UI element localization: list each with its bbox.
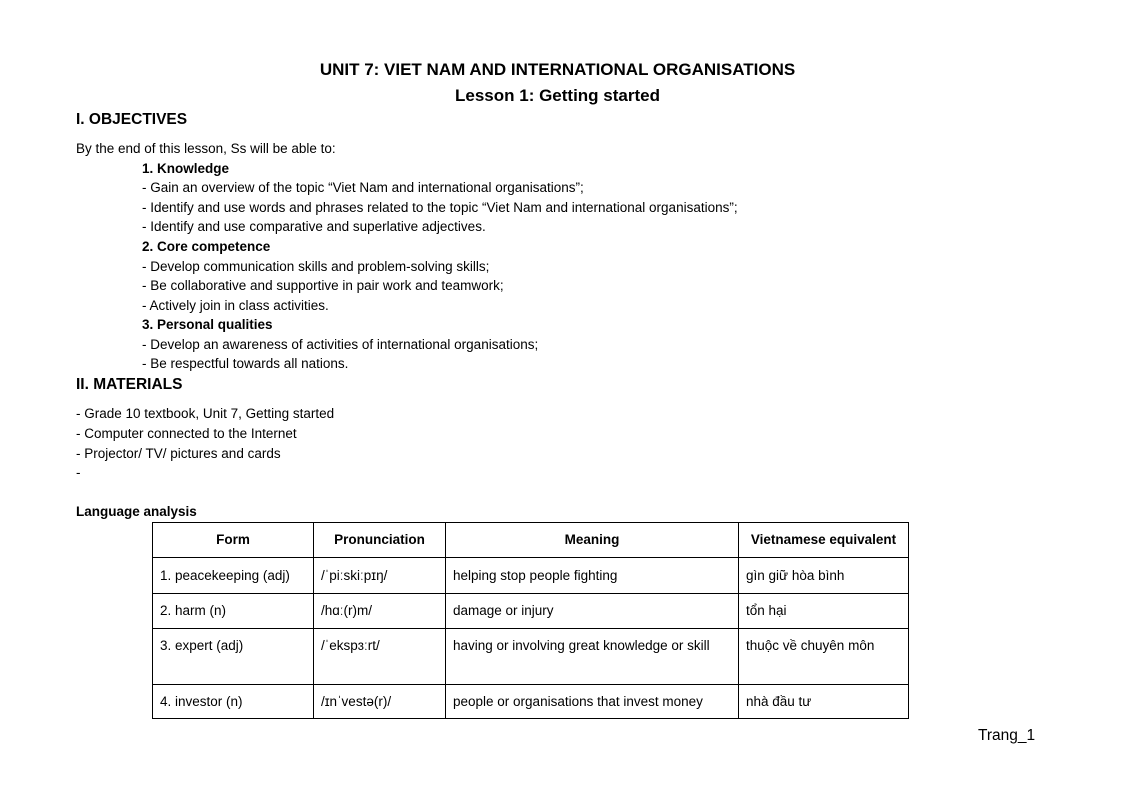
- cell-form: 3. expert (adj): [153, 629, 314, 685]
- cell-pronunciation: /ɪnˈvestə(r)/: [314, 685, 446, 719]
- page-number: Trang_1: [978, 727, 1036, 744]
- materials-item: - Grade 10 textbook, Unit 7, Getting started: [76, 406, 335, 421]
- materials-item: - Projector/ TV/ pictures and cards: [76, 446, 281, 461]
- cell-meaning: helping stop people fighting: [446, 558, 739, 594]
- cell-form: 1. peacekeeping (adj): [153, 558, 314, 594]
- cell-meaning: damage or injury: [446, 594, 739, 629]
- cell-vietnamese: nhà đầu tư: [739, 685, 909, 719]
- language-analysis-heading: Language analysis: [76, 504, 197, 519]
- core-competence-title: 2. Core competence: [142, 239, 271, 254]
- personal-qualities-title: 3. Personal qualities: [142, 317, 273, 332]
- knowledge-item: - Gain an overview of the topic “Viet Nam and international organisations”;: [142, 180, 584, 195]
- cell-vietnamese: thuộc về chuyên môn: [739, 629, 909, 685]
- core-competence-item: - Be collaborative and supportive in pair work and teamwork;: [142, 278, 504, 293]
- table-row: [153, 629, 909, 685]
- personal-qualities-item: - Develop an awareness of activities of international organisations;: [142, 337, 539, 352]
- table-row: [153, 685, 909, 719]
- knowledge-item: - Identify and use words and phrases related to the topic “Viet Nam and international organisations”;: [142, 200, 738, 215]
- lesson-title: Lesson 1: Getting started: [455, 86, 660, 105]
- core-competence-item: - Develop communication skills and problem-solving skills;: [142, 259, 490, 274]
- materials-item: - Computer connected to the Internet: [76, 426, 297, 441]
- materials-heading: II. MATERIALS: [76, 376, 183, 393]
- cell-form: 2. harm (n): [153, 594, 314, 629]
- cell-meaning: having or involving great knowledge or skill: [446, 629, 739, 685]
- cell-meaning: people or organisations that invest money: [446, 685, 739, 719]
- cell-pronunciation: /ˈekspɜːrt/: [314, 629, 446, 685]
- cell-pronunciation: /hɑː(r)m/: [314, 594, 446, 629]
- core-competence-item: - Actively join in class activities.: [142, 298, 329, 313]
- unit-title: UNIT 7: VIET NAM AND INTERNATIONAL ORGANISATIONS: [319, 60, 796, 79]
- cell-form: 4. investor (n): [153, 685, 314, 719]
- column-header-form: Form: [153, 523, 314, 558]
- table-row: [153, 594, 909, 629]
- personal-qualities-item: - Be respectful towards all nations.: [142, 356, 349, 371]
- table-header-row: [153, 523, 909, 558]
- column-header-pronunciation: Pronunciation: [314, 523, 446, 558]
- cell-pronunciation: /ˈpiːskiːpɪŋ/: [314, 558, 446, 594]
- language-analysis-table: [152, 522, 909, 719]
- table-row: [153, 558, 909, 594]
- cell-vietnamese: tổn hại: [739, 594, 909, 629]
- column-header-meaning: Meaning: [446, 523, 739, 558]
- objectives-intro: By the end of this lesson, Ss will be able to:: [76, 141, 336, 156]
- objectives-heading: I. OBJECTIVES: [76, 111, 188, 128]
- cell-vietnamese: gìn giữ hòa bình: [739, 558, 909, 594]
- knowledge-item: - Identify and use comparative and superlative adjectives.: [142, 219, 486, 234]
- knowledge-title: 1. Knowledge: [142, 161, 230, 176]
- column-header-vietnamese: Vietnamese equivalent: [739, 523, 909, 558]
- materials-item: -: [76, 465, 81, 480]
